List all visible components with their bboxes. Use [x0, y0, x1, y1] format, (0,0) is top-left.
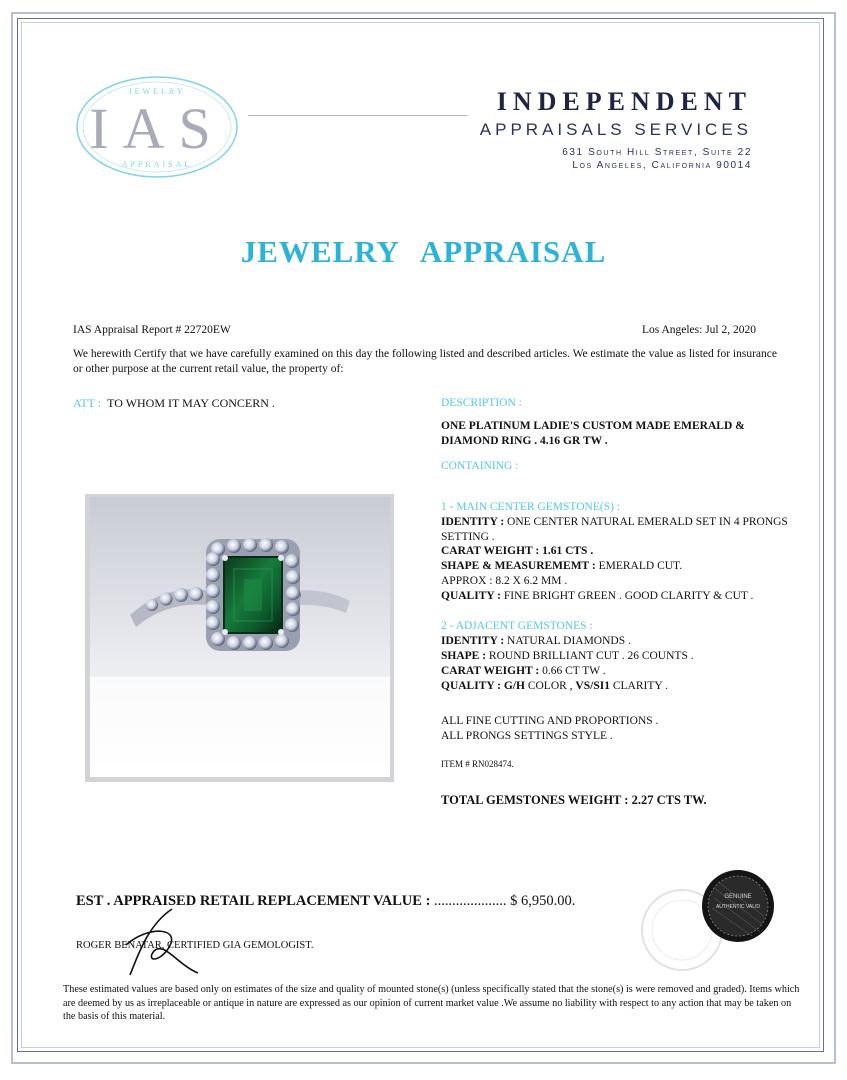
- main-gem-shape-value: EMERALD CUT.: [598, 560, 683, 572]
- company-subtitle: APPRAISALS SERVICES: [479, 120, 752, 139]
- logo-ring-bottom-text: APPRAISAL: [121, 160, 193, 169]
- address-line-1: 631 South Hill Street, Suite 22: [562, 147, 752, 158]
- att-label: ATT :: [73, 396, 102, 410]
- document-title: JEWELRY APPRAISAL: [240, 234, 607, 269]
- main-gem-carat-label: CARAT WEIGHT :: [441, 545, 540, 557]
- logo-letters: IAS: [89, 96, 225, 161]
- main-gem-identity-label: IDENTITY :: [441, 516, 505, 528]
- company-header: [440, 88, 752, 172]
- adjacent-gem-shape-value: ROUND BRILLIANT CUT . 26 COUNTS .: [488, 650, 694, 662]
- adjacent-gem-shape: [441, 649, 801, 664]
- main-gem-quality: [441, 589, 801, 604]
- description-label: DESCRIPTION :: [441, 397, 522, 409]
- appraised-value-dots: ....................: [434, 893, 507, 909]
- authenticity-seal: [700, 868, 776, 944]
- notes-line-1: ALL FINE CUTTING AND PROPORTIONS .: [441, 715, 659, 727]
- report-label: IAS Appraisal Report: [73, 324, 173, 336]
- appraised-value-label: EST . APPRAISED RETAIL REPLACEMENT VALUE :: [76, 893, 431, 909]
- adjacent-gem-quality-color-word: COLOR ,: [527, 680, 573, 692]
- emerald-table: [244, 579, 262, 611]
- appraised-value-amount: $ 6,950.00.: [510, 893, 576, 909]
- adjacent-gem-carat: [441, 664, 801, 679]
- report-date: Los Angeles: Jul 2, 2020: [641, 324, 756, 336]
- total-weight-label: TOTAL GEMSTONES WEIGHT :: [441, 793, 629, 807]
- main-gem-approx: APPROX : 8.2 X 6.2 MM .: [441, 575, 568, 587]
- main-gem-shape: [441, 559, 801, 574]
- total-weight-value: 2.27 CTS TW.: [631, 793, 707, 807]
- item-number: ITEM # RN028474.: [441, 759, 514, 769]
- adjacent-gem-quality-clarity-grade: VS/SI1: [575, 680, 610, 692]
- main-gem-quality-label: QUALITY :: [441, 590, 501, 602]
- main-gem-shape-label: SHAPE & MEASUREMEMT :: [441, 560, 596, 572]
- notes-line-2: ALL PRONGS SETTINGS STYLE .: [441, 730, 613, 742]
- adjacent-gem-shape-label: SHAPE :: [441, 650, 487, 662]
- adjacent-gem-carat-value: 0.66 CT TW .: [542, 665, 606, 677]
- main-gem-identity-value: ONE CENTER NATURAL EMERALD SET IN 4 PRONGS SETTING .: [441, 516, 788, 543]
- main-gem-carat-value: 1.61 CTS .: [542, 545, 594, 557]
- main-gem-identity: [441, 515, 801, 544]
- adjacent-gem-identity: [441, 634, 801, 649]
- main-gem-carat: [441, 544, 801, 559]
- total-weight: [441, 793, 801, 808]
- header-rule: [248, 115, 468, 116]
- seal-text-2: AUTHENTIC VALID: [715, 904, 761, 910]
- adjacent-gem-identity-label: IDENTITY :: [441, 635, 505, 647]
- adjacent-gem-carat-label: CARAT WEIGHT :: [441, 665, 540, 677]
- adjacent-gem-heading: 2 - ADJACENT GEMSTONES :: [441, 620, 593, 632]
- adjacent-gem-quality-label: QUALITY :: [441, 680, 501, 692]
- company-address: [440, 146, 752, 172]
- main-gem-quality-value: FINE BRIGHT GREEN . GOOD CLARITY & CUT .: [503, 590, 754, 602]
- logo-ring-top-text: JEWELRY: [128, 87, 186, 96]
- photo-surface: [90, 677, 390, 777]
- att-value: TO WHOM IT MAY CONCERN .: [107, 396, 275, 410]
- report-id: # 22720EW: [175, 324, 231, 336]
- adjacent-gem-quality-color-grade: G/H: [503, 680, 525, 692]
- ring-photo: [90, 497, 390, 777]
- gemologist-name: ROGER BENATAR, CERTIFIED GIA GEMOLOGIST.: [76, 940, 314, 951]
- report-number: [73, 324, 231, 336]
- containing-label: CONTAINING :: [441, 460, 519, 472]
- ias-logo: [72, 68, 242, 186]
- main-gem-heading: 1 - MAIN CENTER GEMSTONE(S) :: [441, 501, 620, 513]
- company-name: INDEPENDENT: [496, 87, 752, 116]
- address-line-2: Los Angeles, California 90014: [572, 160, 752, 171]
- adjacent-gem-identity-value: NATURAL DIAMONDS .: [507, 635, 631, 647]
- attention-line: [73, 396, 275, 411]
- description-text: ONE PLATINUM LADIE'S CUSTOM MADE EMERALD & DIAMOND RING . 4.16 GR TW .: [441, 420, 745, 447]
- adjacent-gem-quality-clarity-word: CLARITY .: [612, 680, 668, 692]
- disclaimer-text: These estimated values are based only on estimates of the size and quality of mounted stone(s) (unless specifically stated that the stone(s) is were removed and graded). Items which are deemed by us as irreplaceable or antique in nature are expressed as our opinion of current market value .We assume no liability with respect to any action that may be taken on the basis of this material.: [63, 984, 800, 1022]
- adjacent-gem-quality: [441, 679, 801, 694]
- seal-text-1: GENUINE: [724, 894, 752, 900]
- certification-text: We herewith Certify that we have carefully examined on this day the following listed and described articles. We estimate the value as listed for insurance or other purpose at the current retail value, the property of:: [73, 348, 777, 375]
